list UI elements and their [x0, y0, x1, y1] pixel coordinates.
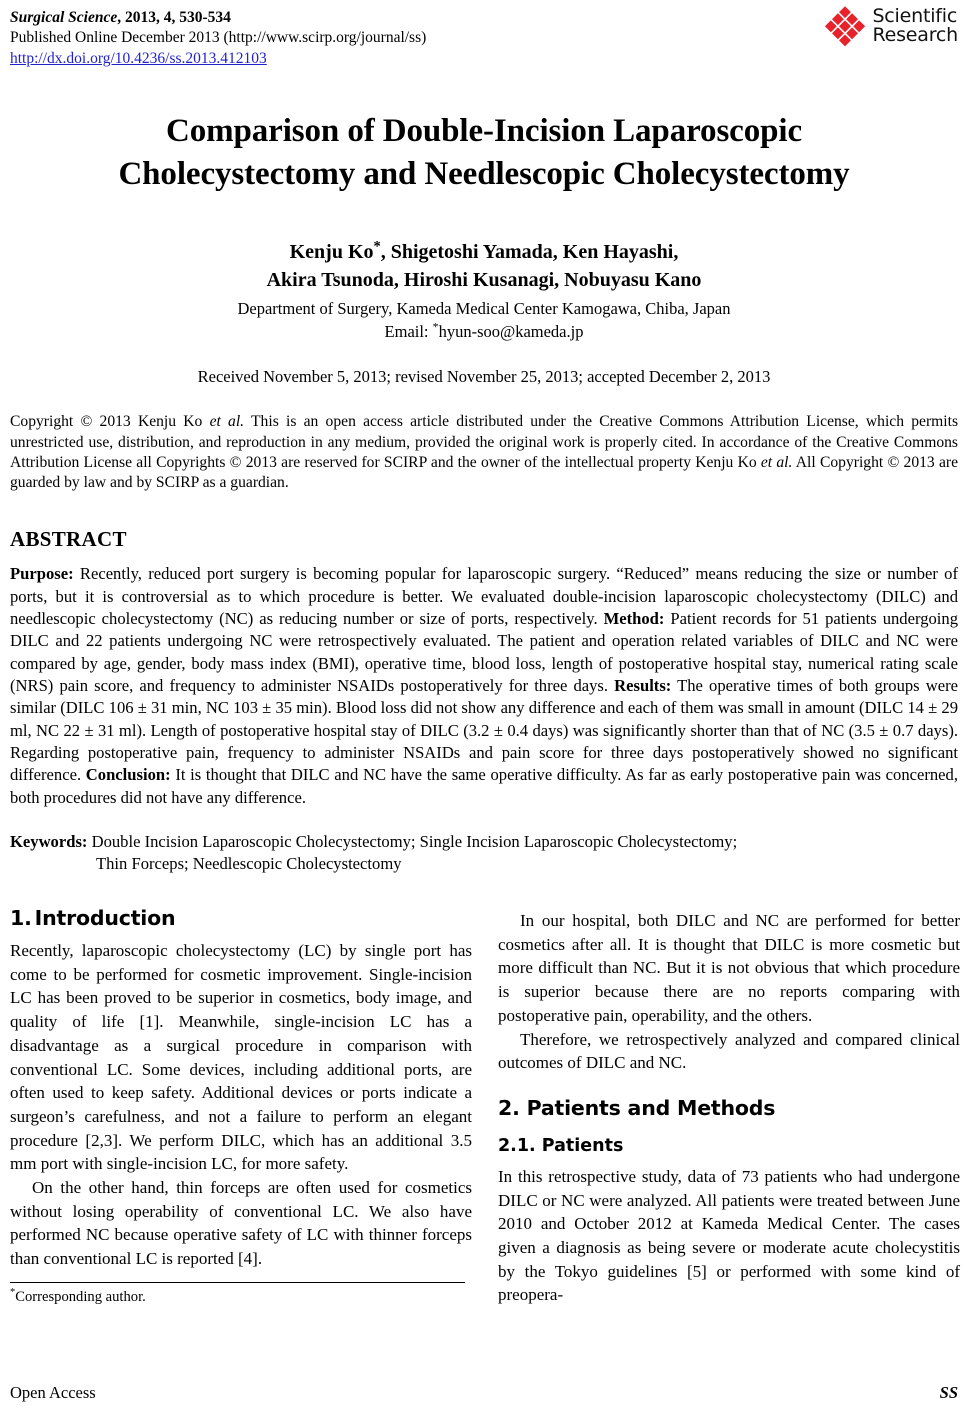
- abstract-conclusion-text: It is thought that DILC and NC have the same operative difficulty. As far as early postoperative pain was concerned, both procedures did not have any difference.: [10, 765, 958, 807]
- keywords-label: Keywords:: [10, 831, 88, 851]
- section-title-introduction: Introduction: [34, 906, 176, 931]
- copyright-etal-2: et al.: [760, 453, 793, 471]
- footnote-text: Corresponding author.: [15, 1289, 146, 1306]
- footnote-star-marker: *: [10, 1287, 16, 1299]
- received-revised-accepted-dates: Received November 5, 2013; revised November 25, 2013; accepted December 2, 2013: [197, 367, 771, 387]
- author-line-1-rest: , Shigetoshi Yamada, Ken Hayashi,: [380, 240, 679, 263]
- footnote-area: [10, 1282, 472, 1307]
- journal-name: Surgical Science: [10, 9, 118, 26]
- page-footer: [10, 1383, 958, 1403]
- keywords-line-1: Double Incision Laparoscopic Cholecystectomy; Single Incision Laparoscopic Cholecystectomy;: [87, 831, 738, 851]
- abstract-heading: ABSTRACT: [10, 527, 127, 552]
- email-label: Email:: [384, 321, 433, 341]
- keywords-line-2: Thin Forceps; Needlescopic Cholecystectomy: [96, 854, 402, 874]
- abstract-method-text: Patient records for 51 patients undergoing DILC and 22 patients undergoing NC were retrospectively evaluated. The patient and operation related variables of DILC and NC were compared by age, gender, body mass index (BMI), operative time, blood loss, length of postoperative hospital stay, numerical rating scale (NRS) pain score, and frequency to administer NSAIDs postoperatively for three days.: [10, 609, 958, 696]
- abstract-purpose-text: Recently, reduced port surgery is becoming popular for laparoscopic surgery. “Reduced” means reducing the size or number of ports, but it is controversial as to which procedure is better. We evaluated double-incision laparoscopic cholecystectomy (DILC) and needlescopic cholecystectomy (NC) as reducing number or size of ports, respectively.: [10, 564, 958, 629]
- corresponding-author-marker: *: [373, 238, 381, 255]
- right-column: [498, 906, 960, 1307]
- right-paragraph-2: Therefore, we retrospectively analyzed and compared clinical outcomes of DILC and NC.: [498, 1029, 960, 1073]
- footer-journal-abbrev: SS: [939, 1383, 958, 1402]
- author-line-2: Akira Tsunoda, Hiroshi Kusanagi, Nobuyasu Kano: [266, 269, 702, 292]
- patients-paragraph-1: In this retrospective study, data of 73 patients who had undergone DILC or NC were analyzed. All patients were treated between June 2010 and October 2012 at Kameda Medical Center. The cases given a diagnosis as being severe or moderate acute cholecystitis by the Tokyo guidelines [5] or performed with some kind of preopera-: [498, 1166, 960, 1305]
- journal-citation-line: [10, 8, 958, 28]
- publisher-logo: [823, 4, 958, 48]
- affiliation: Department of Surgery, Kameda Medical Center Kamogawa, Chiba, Japan: [237, 298, 731, 318]
- footnote-divider: [10, 1282, 465, 1283]
- doi-link[interactable]: http://dx.doi.org/10.4236/ss.2013.412103: [10, 49, 267, 67]
- subsection-heading-patients: 2.1. Patients: [498, 1135, 624, 1156]
- keywords-block: [10, 831, 958, 876]
- section-number-1: 1.: [10, 906, 32, 931]
- abstract-purpose-label: Purpose:: [10, 564, 74, 584]
- footnote-corresponding-author: [10, 1288, 472, 1307]
- abstract-body: [10, 563, 958, 808]
- footer-open-access: Open Access: [10, 1383, 96, 1402]
- intro-paragraph-1: Recently, laparoscopic cholecystectomy (LC) by single port has come to be performed for cosmetic improvement. Single-incision LC has been proved to be superior in cosmetics, body image, and quality of life [1]. Meanwhile, single-incision LC has a disadvantage as a surgical procedure in comparison with conventional LC. Some devices, including additional ports, are often used to keep safety. Additional devices or ports indicate a surgeon’s carefulness, and not a failure to perform an elegant procedure [2,3]. We perform DILC, which has an additional 3.5 mm port with single-incision LC, for more safety.: [10, 941, 472, 1174]
- copyright-part-2: This is an open access article distributed under the Creative Commons Attribution License, which permits unrestricted use, distribution, and reproduction in any medium, provided the original work is properly cited. In accordance of the Creative Commons Attribution License all Copyrights © 2013 are reserved for SCIRP and the owner of the intellectual property Kenju Ko: [10, 413, 959, 471]
- copyright-part-1: Copyright © 2013 Kenju Ko: [10, 413, 210, 431]
- copyright-etal-1: et al.: [209, 413, 245, 431]
- left-column: [10, 906, 472, 1307]
- section-heading-patients-and-methods: 2. Patients and Methods: [498, 1095, 776, 1120]
- authors-block: [10, 238, 958, 344]
- published-online-line: Published Online December 2013 (http://www.scirp.org/journal/ss): [10, 29, 427, 47]
- scientific-research-diamond-icon: [823, 4, 867, 48]
- body-columns: [10, 906, 958, 1307]
- publisher-name-line2: Research: [872, 24, 958, 46]
- publisher-name-line1: Scientific: [872, 4, 958, 27]
- section-heading-introduction: [10, 906, 472, 930]
- abstract-results-text: The operative times of both groups were similar (DILC 106 ± 31 min, NC 103 ± 35 min). Blood loss did not show any difference and each of them was small in amount (DILC 14 ± 29 ml, NC 22 ± 31 ml). Length of postoperative hospital stay of DILC (3.2 ± 0.4 days) was significantly shorter than that of NC (3.5 ± 0.7 days). Regarding postoperative pain, frequency to administer NSAIDs and pain score for three days postoperatively showed no significant difference.: [10, 676, 958, 785]
- title-block: [10, 110, 958, 196]
- author-kenju-ko: Kenju Ko: [289, 240, 374, 263]
- publisher-name: [872, 4, 958, 46]
- author-line-1: [10, 238, 958, 266]
- abstract-conclusion-label: Conclusion:: [85, 765, 171, 785]
- masthead-text: [10, 8, 958, 69]
- copyright-part-3: All Copyright © 2013 are guarded by law and by SCIRP as a guardian.: [10, 453, 958, 492]
- page-title: Comparison of Double-Incision Laparoscopic Cholecystectomy and Needlescopic Cholecystectomy: [118, 113, 850, 192]
- abstract-results-label: Results:: [614, 676, 672, 696]
- journal-citation: , 2013, 4, 530-534: [117, 9, 231, 26]
- copyright-notice: [10, 412, 958, 493]
- abstract-method-label: Method:: [603, 609, 665, 629]
- intro-paragraph-2: On the other hand, thin forceps are often used for cosmetics without losing operability of conventional LC. We also have performed NC because operative safety of LC with thinner forceps than conventional LC is reported [4].: [10, 1178, 472, 1269]
- email-address: hyun-soo@kameda.jp: [438, 321, 584, 341]
- right-paragraph-1: In our hospital, both DILC and NC are performed for better cosmetics after all. It is thought that DILC is more cosmetic but more difficult than NC. But it is not obvious that which procedure is superior because there are no reports comparing with postoperative pain, operability, and the others.: [498, 911, 960, 1025]
- masthead: [10, 4, 958, 70]
- email-star-marker: *: [432, 319, 439, 334]
- email-line: [10, 320, 958, 343]
